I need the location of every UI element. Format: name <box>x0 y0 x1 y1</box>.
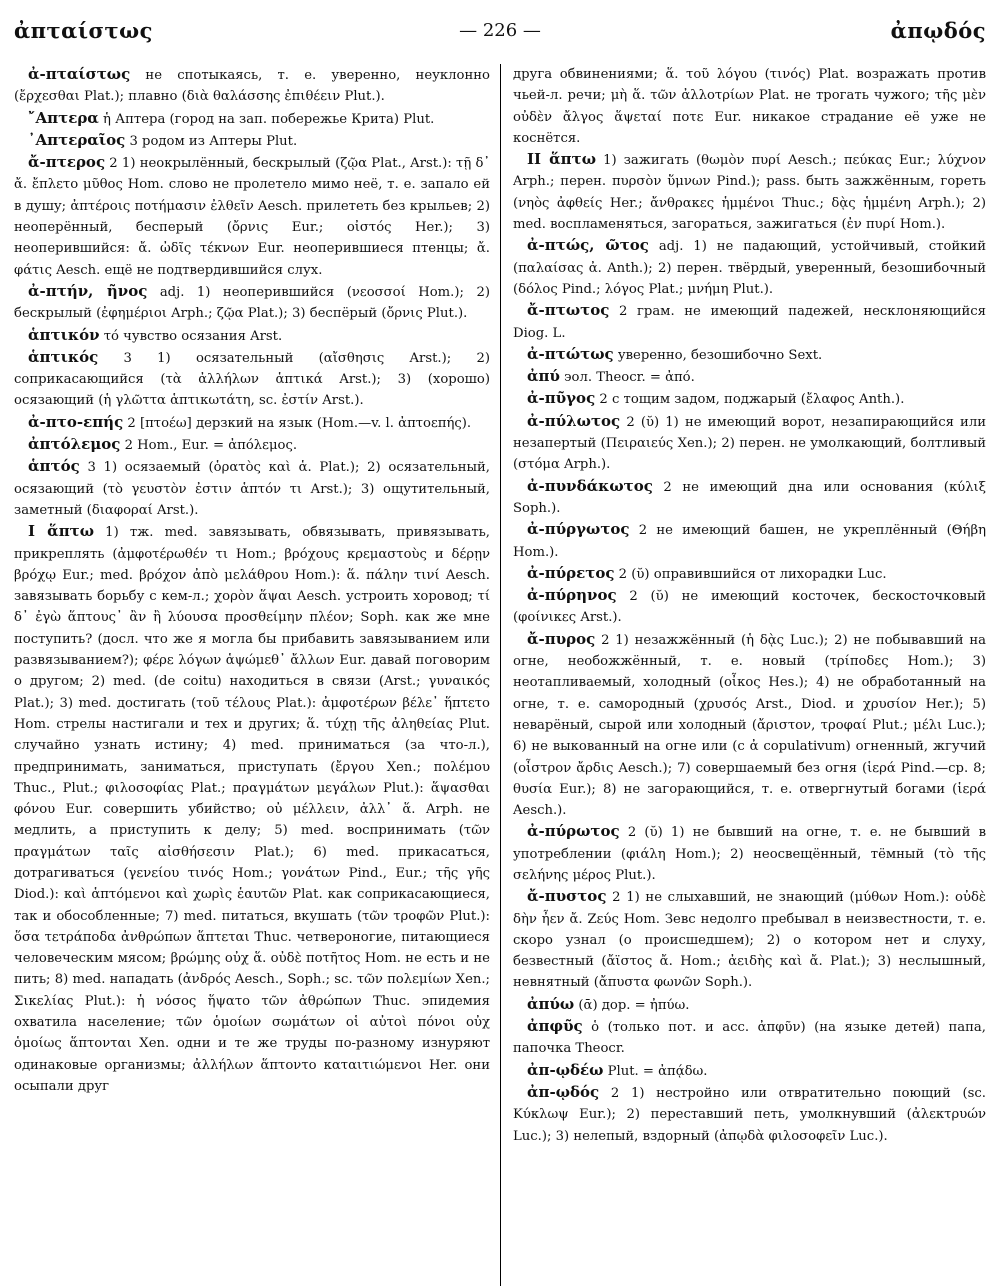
entry-headword: II ἅπτω <box>527 150 597 169</box>
page-header <box>14 14 986 48</box>
dictionary-entry <box>513 519 986 563</box>
entry-headword: ἀ-πταίστως <box>28 65 131 83</box>
dictionary-entry <box>14 325 490 347</box>
entry-definition: 2 [πτοέω] дерзкий на язык (Hom.—v. l. ἀπτοεπής). <box>123 415 472 431</box>
entry-headword: ἀ-πτώτως <box>527 344 614 363</box>
dictionary-entry <box>513 1060 986 1082</box>
entry-definition: 3 1) осязаемый (ὁρατὸς καὶ ἁ. Plat.); 2) осязательный, осязающий (τὸ γευστὸν ἐστιν ἁπτόν τι Arst.); 3) ощутительный, заметный (διαφοραί Arst.). <box>14 460 490 518</box>
entry-headword: ἀ-πύλωτος <box>527 411 621 430</box>
entry-headword: ἀ-πτήν, ῆνος <box>28 281 148 300</box>
dictionary-entry <box>513 411 986 476</box>
dictionary-entry <box>513 476 986 520</box>
entry-headword: ἀπφῦς <box>527 1017 583 1036</box>
dictionary-entry <box>14 130 490 152</box>
entry-definition: 2 (ῠ) 1) не бывший на огне, т. е. не бывший в употреблении (φιάλη Hom.); 2) неосвещённый, тёмный (τὸ τῆς σελήνης μέρος Plut.). <box>513 825 986 883</box>
dictionary-entry <box>513 994 986 1016</box>
entry-headword: ἀ-πύρωτος <box>527 822 620 841</box>
entry-definition: 2 (ῠ) не имеющий косточек, бескосточковый (φοίνικες Arst.). <box>513 589 986 626</box>
dictionary-entry <box>513 886 986 993</box>
entry-definition: 3 родом из Аптеры Plut. <box>125 133 298 149</box>
entry-headword: ἀ-πυνδάκωτος <box>527 476 653 495</box>
dictionary-entry <box>14 281 490 325</box>
dictionary-entry <box>14 434 490 456</box>
dictionary-entry <box>513 64 986 149</box>
dictionary-entry <box>14 412 490 434</box>
entry-headword: ἀπύ <box>527 367 560 386</box>
entry-definition: ὁ (только пот. и асс. ἀπφῦν) (на языке детей) папа, папочка Theocr. <box>513 1020 986 1057</box>
entry-definition: adj. 1) не падающий, устойчивый, стойкий (παλαίσας ἀ. Anth.); 2) перен. твёрдый, уверенный, безошибочный (δόλος Pind.; λόγος Plat.; μνήμη Plut.). <box>513 239 986 297</box>
entry-definition: adj. 1) неоперившийся (νεοσσοί Hom.); 2) бескрылый (ἐφημέριοι Arph.; ζῷα Plat.); 3) беспёрый (ὄρνις Plut.). <box>14 284 490 322</box>
dictionary-entry <box>14 108 490 130</box>
dictionary-entry <box>513 388 986 410</box>
dictionary-entry <box>513 149 986 235</box>
dictionary-entry <box>14 521 490 1097</box>
entry-headword: ἁπτικός <box>28 347 99 366</box>
page-number: — 226 — <box>459 20 541 41</box>
dictionary-entry <box>14 64 490 108</box>
dictionary-entry <box>513 344 986 366</box>
entry-headword: ἄ-πυρος <box>527 629 596 648</box>
dictionary-entry <box>513 235 986 300</box>
entry-headword: ἀ-πύρηνος <box>527 586 617 605</box>
entry-definition: 2 1) неокрылённый, бескрылый (ζῷα Plat., Arst.): τῇ δ᾽ ἄ. ἔπλετο μῦθος Hom. слово не пролетело мимо неё, т. е. запало ей в душу; ἀπτέροις ποτήμασιν ἐλθεῖν Aesch. прилететь без крыльев; 2) неоперённый, бесперый (ὄρνις Eur.; οἰστός Her.); 3) неоперившийся: ἄ. ὠδῖς τέκνων Eur. неоперившиеся птенцы; ἄ. φάτις Aesch. ещё не подтвердившийся слух. <box>14 156 490 278</box>
entry-definition: друга обвинениями; ἅ. τοῦ λόγου (τινός) Plat. возражать против чьей-л. речи; μὴ ἅ. τῶν ἀλλοτρίων Plat. не трогать чужого; τῆς μὲν οὐδὲν ἄλγος ἅψεταί ποτε Eur. никакое страдание её уже не коснётся. <box>513 67 986 146</box>
entry-headword: ἄ-πτωτος <box>527 301 610 320</box>
dictionary-entry <box>14 152 490 281</box>
entry-headword: ᾿Απτεραῖος <box>28 130 126 149</box>
entry-headword: ἀπύω <box>527 994 575 1013</box>
entry-definition: не спотыкаясь, т. е. уверенно, неуклонно (ἔρχεσθαι Plat.); плавно (διὰ θαλάσσης ἐπιθέειν Plut.). <box>14 68 490 105</box>
header-first-headword: ἀπταίστως <box>14 18 153 43</box>
entry-headword: ἀπ-ῳδός <box>527 1082 600 1101</box>
dictionary-entry <box>513 821 986 886</box>
entry-headword: ἀ-πτο-επής <box>28 412 124 431</box>
right-column <box>500 64 986 1286</box>
entry-definition: 2 (ῠ) оправившийся от лихорадки Luc. <box>614 566 887 582</box>
entry-headword: ἀπτόλεμος <box>28 435 121 454</box>
entry-definition: эол. Theocr. = ἀπό. <box>559 370 695 386</box>
entry-definition: 2 (ῠ) 1) не имеющий ворот, незапирающийся или незапертый (Πειραιεύς Xen.); 2) перен. не умолкающий, болтливый (στόμα Arph.). <box>513 414 986 473</box>
left-column <box>14 64 500 1286</box>
entry-definition: 1) тж. med. завязывать, обвязывать, привязывать, прикреплять (ἀμφοτέρωθέν τι Hom.; βρόχους κρεμαστοὺς и δέρῃν βρόχῳ Eur.; med. βρόχον ἀπὸ μελάθρου Hom.): ἅ. πάλην τινί Aesch. завязывать борьбу с кем-л.; χορὸν ἅψαι Aesch. устроить хоровод; τί δ᾽ ἐγὼ ἅπτους᾽ ἂν ἢ λύουσα προσθείμην πλέον; Soph. как же мне поступить? (досл. что же я могла бы прибавить завязыванием или развязыванием?); φέρε λόγων ἁψώμεθ᾽ ἄλλων Eur. давай поговорим о другом; 2) med. (de coitu) находиться в связи (Arst.; γυναικός Plat.); 3) med. достигать (τοῦ τέλους Plat.): ἀμφοτέρων βέλε᾽ ἥπτετο Hom. стрелы настигали и тех и других; ἅ. τύχῃ τῆς ἀληθείας Plut. случайно узнать истину; 4) med. приниматься (за что-л.), предпринимать, заниматься, приступать (ἔργου Xen.; πολέμου Thuc., Plut.; φιλοσοφίας Plat.; πραγμάτων μεγάλων Plut.): ἅψασθαι φόνου Eur. совершить убийство; οὐ μέλλειν, ἀλλ᾽ ἅ. Arph. не медлить, а приступить к делу; 5) med. воспринимать (τῶν πραγμάτων ταῖς αἰσθήσεσιν Plat.); 6) med. прикасаться, дотрагиваться (γενείου τινός Hom.; γονάτων Pind., Eur.; τῆς γῆς Diod.): καὶ ἁπτόμενοι καὶ χωρὶς ἑαυτῶν Plat. как соприкасающиеся, так и обособленные; 7) med. питаться, вкушать (τῶν τροφῶν Plut.): ὅσα τετράποδα ἀνθρώπων ἅπτεται Thuc. четвероногие, питающиеся человеческим мясом; βρώμης οὐχ ἅ. οὐδὲ ποτῆτος Hom. не есть и не пить; 8) med. нападать (ἀνδρός Aesch., Soph.; sc. τῶν πολεμίων Xen.; Σικελίας Plut.): ἡ νόσος ἥψατο τῶν ἀθρώπων Thuc. эпидемия охватила население; τῶν ὁμοίων σωμάτων οἱ αὐτοὶ πόνοι οὐχ ὁμοίως ἅπτονται Xen. одни и те же труды по-разному изнуряют одинаковые организмы; ἀλλήλων ἅπτοντο καταιτιώμενοι Her. они осыпали друг <box>14 525 490 1094</box>
entry-headword: ῎Απτερα <box>28 108 99 127</box>
dictionary-entry <box>513 1016 986 1060</box>
dictionary-entry <box>513 563 986 585</box>
entry-definition: 2 1) незажжённый (ἡ δᾲς Luc.); 2) не побывавший на огне, необожжённый, т. е. новый (τρίποδες Hom.); 3) неотапливаемый, холодный (οἶκος Hes.); 4) не обработанный на огне, т. е. самородный (χρυσός Arst., Diod. и χρυσίον Her.); 5) неварёный, сырой или холодный (ἄριστον, τροφαί Plut.; μέλι Luc.); 6) не выкованный на огне или (с ἀ copulativum) огненный, жгучий (οἶστρον ἄρδις Aesch.); 7) совершаемый без огня (ἱερά Pind.—ср. 8; θυσία Eur.); 8) не загорающийся, т. е. отвергнутый богами (ἱερά Aesch.). <box>513 632 986 819</box>
dictionary-entry <box>513 585 986 629</box>
entry-definition: 1) зажигать (θωμὸν πυρί Aesch.; πεύκας Eur.; λύχνον Arph.; перен. πυρσὸν ὕμνων Pind.); pass. быть зажжённым, гореть (νηὸς ἀφθείς Her.; ἄνθρακες ἡμμένοι Thuc.; δᾲς ἡμμένη Arph.); 2) med. воспламеняться, загораться, зажигаться (ἐν πυρί Hom.). <box>513 153 986 233</box>
dictionary-entry <box>14 456 490 521</box>
entry-headword: ἄ-πυστος <box>527 887 607 906</box>
entry-headword: ἁπτός <box>28 457 80 476</box>
entry-definition: 3 1) осязательный (αἴσθησις Arst.); 2) соприкасающийся (τὰ ἀλλήλων ἁπτικά Arst.); 3) (хорошо) осязающий (ἡ γλῶττα ἁπτικωτάτη, sc. ἐστίν Arst.). <box>14 350 490 409</box>
dictionary-entry <box>513 629 986 822</box>
entry-definition: τό чувство осязания Arst. <box>99 328 283 344</box>
entry-headword: ἀ-πῦγος <box>527 389 596 408</box>
entry-headword: I ἅπτω <box>28 522 95 541</box>
dictionary-entry <box>513 300 986 344</box>
entry-definition: 2 1) нестройно или отвратительно поющий (sc. Κύκλωψ Eur.); 2) переставший петь, умолкнувший (ἀλεκτρυών Luc.); 3) нелепый, вздорный (ἀπῳδὰ φιλοσοφεῖν Luc.). <box>513 1085 986 1144</box>
header-last-headword: ἀπῳδός <box>890 18 986 43</box>
entry-definition: ἡ Аптера (город на зап. побережье Крита) Plut. <box>98 111 435 127</box>
dictionary-entry <box>513 366 986 388</box>
entry-definition: уверенно, безошибочно Sext. <box>613 347 823 363</box>
entry-headword: ἀπ-ῳδέω <box>527 1060 604 1079</box>
entry-definition: 2 не имеющий дна или основания (κύλιξ Soph.). <box>513 479 986 516</box>
entry-definition: Plut. = ἀπᾴδω. <box>603 1063 708 1079</box>
entry-definition: (ᾱ) дор. = ἠπύω. <box>574 997 690 1013</box>
entry-definition: 2 не имеющий башен, не укреплённый (Θήβη Hom.). <box>513 523 986 560</box>
entry-definition: 2 1) не слыхавший, не знающий (μύθων Hom.): οὐδὲ δὴν ἦεν ἄ. Ζεύς Hom. Зевс недолго пребывал в неизвестности, т. е. скоро узнал (о происшедшем); 2) о котором нет и слуху, безвестный (ἄϊστος ἄ. Hom.; ἀειδὴς καὶ ἄ. Plat.); 3) неслышный, невнятный (ἄπυστα φωνῶν Soph.). <box>513 890 986 991</box>
entry-definition: 2 Hom., Eur. = ἀπόλεμος. <box>120 438 298 454</box>
entry-headword: ἀ-πτώς, ῶτος <box>527 236 649 255</box>
columns <box>14 64 986 1286</box>
entry-headword: ἀ-πύργωτος <box>527 520 630 539</box>
entry-headword: ἁπτικόν <box>28 325 100 344</box>
entry-headword: ἀ-πύρετος <box>527 563 615 582</box>
dictionary-entry <box>14 347 490 412</box>
entry-definition: 2 грам. не имеющий падежей, несклоняющийся Diog. L. <box>513 304 986 341</box>
entry-definition: 2 с тощим задом, поджарый (ἔλαφος Anth.). <box>595 392 905 408</box>
dictionary-entry <box>513 1082 986 1147</box>
entry-headword: ἄ-πτερος <box>28 153 106 172</box>
